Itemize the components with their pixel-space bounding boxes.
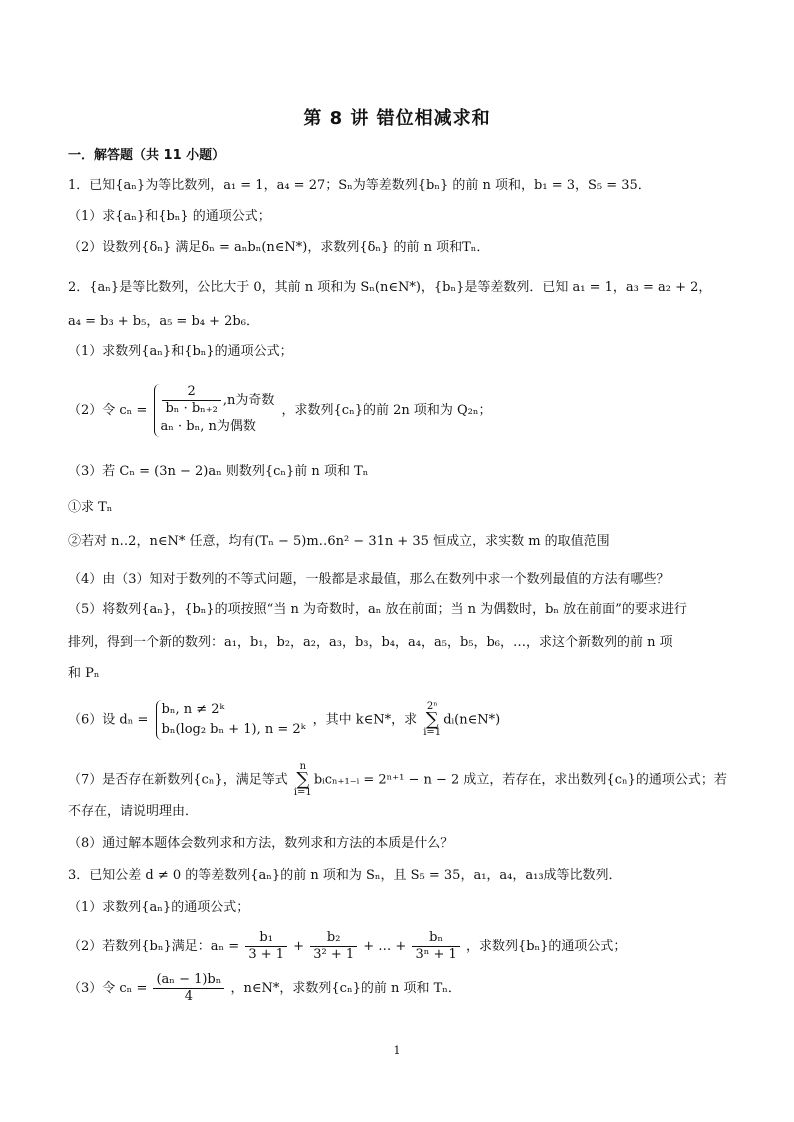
- problem-2-part-5-cont: 排列，得到一个新的数列：a₁，b₁，b₂，a₂，a₃，b₃，b₄，a₄，a₅，b₅，b₆，…，求这个新数列的前 n 项: [68, 635, 673, 650]
- sum-symbol: [294, 762, 312, 798]
- problem-2-part-7: [68, 762, 727, 798]
- problem-1-part-2: （2）设数列{δₙ} 满足δₙ = aₙbₙ(n∈N*)，求数列{δₙ} 的前 n 项和Tₙ．: [68, 240, 490, 255]
- piecewise-d-n: [156, 700, 306, 740]
- sum-lower: i=1: [423, 727, 442, 738]
- fraction-denominator: 3² + 1: [313, 947, 355, 962]
- part-3-prefix: （3）令 cₙ =: [68, 981, 148, 996]
- fraction-numerator: 2: [162, 384, 220, 401]
- fraction-numerator: bₙ: [412, 930, 459, 947]
- part-2-prefix: （2）若数列{bₙ}满足：aₙ =: [68, 939, 240, 954]
- problem-3-part-1: （1）求数列{aₙ}的通项公式；: [68, 900, 250, 915]
- page-number: 1: [393, 1044, 401, 1057]
- fraction-denominator: 3 + 1: [248, 947, 285, 962]
- part-3-suffix: ，n∈N*，求数列{cₙ}的前 n 项和 Tₙ．: [230, 981, 461, 996]
- problem-2-part-5-cont2: 和 Pₙ: [68, 666, 100, 681]
- sum-symbol: [423, 702, 441, 738]
- fraction-numerator: b₁: [245, 930, 287, 947]
- sum-upper: 2ⁿ: [426, 701, 438, 712]
- fraction-denominator: bₙ · bₙ₊₂: [165, 401, 218, 416]
- case-not-power: bₙ, n ≠ 2ᵏ: [161, 702, 225, 717]
- fraction-denominator: 4: [184, 989, 194, 1004]
- problem-3-statement: 3．已知公差 d ≠ 0 的等差数列{aₙ}的前 n 项和为 Sₙ，且 S₅ = 35，a₁，a₄，a₁₃成等比数列．: [68, 868, 622, 883]
- problem-2-part-6: [68, 700, 500, 740]
- part-7-suffix: bᵢcₙ₊₁₋ᵢ = 2ⁿ⁺¹ − n − 2 成立，若存在，求出数列{cₙ}的通项公式；若: [313, 772, 727, 788]
- problem-3-part-2: [68, 930, 626, 963]
- part-7-prefix: （7）是否存在新数列{cₙ}，满足等式: [68, 772, 288, 788]
- problem-2-part-8: （8）通过解本题体会数列求和方法，数列求和方法的本质是什么？: [68, 836, 454, 851]
- sigma-icon: ∑: [296, 769, 310, 790]
- fraction-bn: [412, 930, 459, 963]
- problem-2-part-3: （3）若 Cₙ = (3n − 2)aₙ 则数列{cₙ}前 n 项和 Tₙ: [68, 464, 369, 479]
- ellipsis-terms: + … +: [363, 939, 407, 954]
- problem-2-part-5: （5）将数列{aₙ}，{bₙ}的项按照“当 n 为奇数时，aₙ 放在前面；当 n 为偶数时，bₙ 放在前面”的要求进行: [68, 602, 687, 617]
- case-even: aₙ · bₙ, n为偶数: [160, 419, 256, 434]
- fraction-b1: [245, 930, 287, 963]
- sum-term: dᵢ(n∈N*): [443, 712, 501, 728]
- part-2-suffix: ，求数列{bₙ}的通项公式；: [465, 939, 627, 954]
- section-heading: 一．解答题（共 11 小题）: [68, 148, 226, 163]
- part-6-condition: ，其中 k∈N*，求: [312, 712, 418, 728]
- problem-2-part-3-b: ②若对 n‥2，n∈N* 任意，均有(Tₙ − 5)m‥6n² − 31n + 35 恒成立，求实数 m 的取值范围: [68, 534, 610, 549]
- problem-2-part-3-a: ①求 Tₙ: [68, 500, 113, 515]
- problem-2-statement: 2．{aₙ}是等比数列，公比大于 0，其前 n 项和为 Sₙ(n∈N*)，{bₙ}是等差数列．已知 a₁ = 1，a₃ = a₂ + 2，: [68, 280, 712, 295]
- part-6-prefix: （6）设 dₙ =: [68, 712, 149, 728]
- problem-2-part-2: [68, 384, 492, 437]
- fraction-numerator: (aₙ − 1)bₙ: [153, 972, 224, 989]
- problem-2-part-4: （4）由（3）知对于数列的不等式问题，一般都是求最值，那么在数列中求一个数列最值的方法有哪些？: [68, 572, 670, 587]
- fraction-odd: [162, 384, 220, 417]
- case-power: bₙ(log₂ bₙ + 1), n = 2ᵏ: [161, 722, 306, 737]
- fraction-b2: [310, 930, 357, 963]
- problem-2-part-7-cont: 不存在，请说明理由．: [68, 804, 199, 819]
- fraction-c-n: [153, 972, 224, 1005]
- plus-sign: +: [293, 939, 305, 954]
- fraction-numerator: b₂: [310, 930, 357, 947]
- problem-2-statement-cont: a₄ = b₃ + b₅，a₅ = b₄ + 2b₆．: [68, 314, 259, 329]
- part-2-suffix: ，求数列{cₙ}的前 2n 项和为 Q₂ₙ；: [281, 403, 492, 418]
- fraction-denominator: 3ⁿ + 1: [415, 947, 457, 962]
- problem-1-part-1: （1）求{aₙ}和{bₙ} 的通项公式；: [68, 209, 271, 224]
- sum-lower: i=1: [293, 787, 312, 798]
- case-odd: [160, 384, 274, 417]
- piecewise-c-n: [154, 384, 274, 437]
- sigma-icon: ∑: [425, 709, 439, 730]
- page-title: 第 8 讲 错位相减求和: [303, 108, 491, 129]
- sum-upper: n: [299, 761, 307, 772]
- problem-3-part-3: [68, 972, 461, 1005]
- case-odd-condition: ,n为奇数: [222, 393, 275, 408]
- problem-2-part-1: （1）求数列{aₙ}和{bₙ}的通项公式；: [68, 344, 293, 359]
- problem-1-statement: 1．已知{aₙ}为等比数列，a₁ = 1，a₄ = 27；Sₙ为等差数列{bₙ} 的前 n 项和，b₁ = 3，S₅ = 35．: [68, 178, 651, 193]
- part-2-prefix: （2）令 cₙ =: [68, 403, 148, 418]
